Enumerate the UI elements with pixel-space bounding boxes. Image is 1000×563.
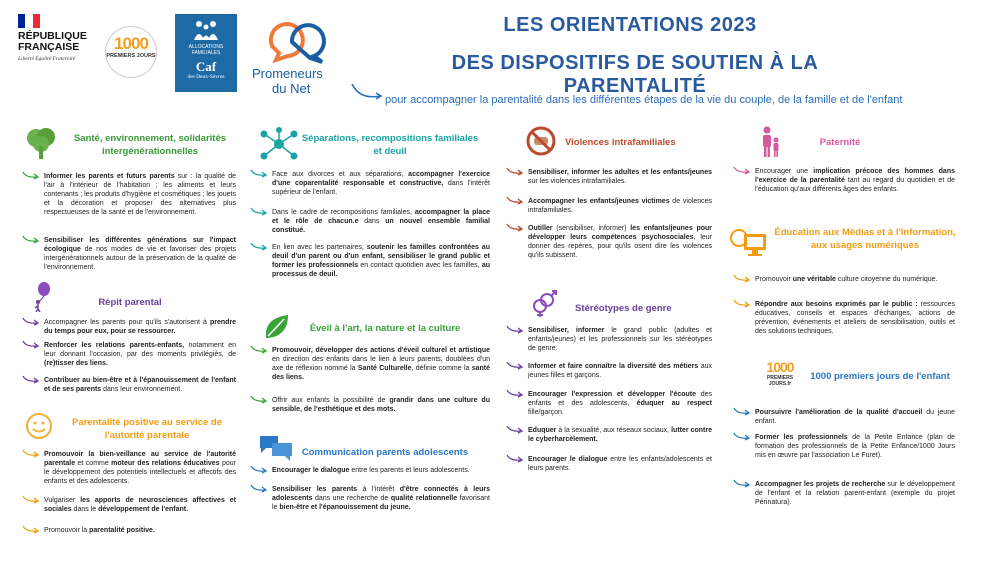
- caf-name: Caf: [195, 59, 217, 74]
- arrow-icon: [733, 431, 751, 441]
- arrow-icon: [506, 360, 524, 370]
- bullet-text: prendre du temps pour eux, pour se ressourcer.: [44, 319, 236, 335]
- bullet-text: ressources éducatives, conseils et espaces d'échanges, actions de prévention, événements et ateliers de sensibilisation, outils et des solutions techniques.: [755, 301, 955, 335]
- bullet-text: du jeune enfant.: [755, 409, 955, 425]
- list-item: [755, 300, 955, 336]
- arrow-icon: [250, 483, 268, 493]
- father-child-icon: [760, 126, 782, 158]
- mille-small-text: PREMIERS JOURS.fr: [766, 375, 794, 387]
- arrow-icon: [250, 206, 268, 216]
- arrow-icon: [250, 464, 268, 474]
- list-item: [528, 326, 712, 353]
- section-title-autorite: Parentalité positive au service de l'autorité parentale: [72, 417, 222, 441]
- section-title-repit: Répit parental: [98, 297, 162, 308]
- no-violence-icon: [526, 126, 556, 156]
- list-item: [528, 390, 712, 417]
- bullet-text: sur les violences intrafamiliales.: [528, 178, 627, 185]
- chat-icon: [258, 434, 294, 462]
- arrow-icon: [22, 448, 40, 458]
- bullet-text: dans: [358, 218, 386, 225]
- bullet-text: implication précoce des hommes dans l'exercice de la parentalité: [755, 168, 955, 184]
- caf-top-text: ALLOCATIONS FAMILIALES: [188, 44, 224, 56]
- bullet-text: Renforcer les relations parents-enfants,: [44, 342, 185, 349]
- section-title-violences: Violences intrafamiliales: [565, 137, 676, 148]
- bullet-text: en direction des enfants dans le lien à leurs parents, doublées d'un axe de réflexion nommé la: [272, 356, 490, 372]
- bullet-text: qualité relationnelle: [390, 495, 458, 502]
- bullet-text: Sensibiliser les parents: [272, 486, 358, 493]
- list-item: [44, 172, 236, 217]
- bullet-text: (sensibiliser, informer): [552, 225, 631, 232]
- arrow-icon: [22, 234, 40, 244]
- list-item: [44, 236, 236, 272]
- bullet-text: dans leur environnement.: [101, 386, 183, 393]
- tree-icon: [24, 126, 58, 160]
- list-item: [272, 396, 490, 414]
- bullet-text: grandir dans une culture du sensible, de l'esthétique et des mots.: [272, 397, 490, 413]
- bullet-text: à l'intérêt: [357, 486, 400, 493]
- promeneurs-line2: du Net: [272, 81, 311, 96]
- list-item: [755, 167, 955, 194]
- list-item: [272, 208, 490, 235]
- network-icon: [258, 126, 300, 162]
- computer-icon: [730, 226, 770, 260]
- bullet-text: moteur des relations éducatives: [111, 460, 220, 467]
- bullet-text: Sensibiliser, informer: [528, 327, 605, 334]
- bullet-text: de nos modes de vie et favoriser des projets intergénérationnels autour de la préservation de la qualité de l'environnement.: [44, 246, 236, 271]
- bullet-text: Santé Culturelle: [357, 365, 412, 372]
- arrow-icon: [22, 170, 40, 180]
- bullet-text: Promouvoir: [755, 276, 791, 283]
- list-item: [272, 170, 490, 197]
- mille-small-number: 1000: [766, 359, 794, 375]
- bullet-text: au processus de deuil.: [272, 262, 490, 278]
- bullet-text: Accompagner les parents pour qu'ils s'autorisent à: [44, 319, 210, 326]
- list-item: [44, 526, 236, 535]
- arrow-icon: [250, 394, 268, 404]
- bullet-text: Contribuer au bien-être et à l'épanouissement de l'enfant et de ses parents: [44, 377, 236, 393]
- section-title-communication: Communication parents adolescents: [301, 447, 469, 458]
- bullet-text: Promouvoir la: [44, 527, 90, 534]
- bullet-text: éduquer au respect: [636, 400, 712, 407]
- section-title-stereotypes: Stéréotypes de genre: [575, 303, 672, 314]
- list-item: [528, 224, 712, 260]
- bullet-text: lutter contre le cyberharcèlement.: [528, 427, 712, 443]
- arrow-icon: [506, 453, 524, 463]
- arrow-icon: [22, 339, 40, 349]
- arrow-icon: [250, 241, 268, 251]
- bullet-text: de violences intrafamiliales.: [528, 198, 712, 214]
- bullet-text: bien-être et l'épanouissement du jeune.: [279, 504, 411, 511]
- bullet-text: sur le développement de l'enfant et la relation parent-enfant (exemple du projet Périnatura).: [755, 481, 955, 506]
- bullet-text: soutenir les familles confrontées au deuil d'un parent ou d'un enfant, sensibiliser le grand public et former les professionnels: [272, 244, 490, 269]
- list-item: [528, 362, 712, 380]
- bullet-text: en contact quotidien avec les familles,: [358, 262, 482, 269]
- section-title-medias: Éducation aux Médias et à l'Information, aux usages numériques: [774, 227, 956, 251]
- arrow-icon: [22, 316, 40, 326]
- smiley-icon: [25, 412, 53, 440]
- bullet-text: parentalité positive.: [89, 527, 155, 534]
- bullet-text: dans une recherche de: [312, 495, 391, 502]
- bullet-text: entre les parents et leurs adolescents.: [349, 467, 470, 474]
- arrow-icon: [733, 478, 751, 488]
- bullet-text: et comme: [75, 460, 112, 467]
- bullet-text: une véritable: [790, 276, 838, 283]
- bullet-text: aux jeunes filles et garçons.: [528, 363, 712, 379]
- arrow-icon: [733, 165, 751, 175]
- arrow-icon: [506, 195, 524, 205]
- list-item: [528, 168, 712, 186]
- header: [0, 0, 1000, 120]
- republique-francaise-logo: [18, 14, 100, 94]
- bullet-text: Face aux divorces et aux séparations,: [272, 171, 409, 178]
- bullet-text: Accompagner les projets de recherche: [755, 481, 886, 488]
- list-item: [44, 318, 236, 336]
- bullet-text: les enfants/jeunes pour développer leurs compétences psychosociales: [528, 225, 712, 241]
- bullet-text: En lien avec les partenaires,: [272, 244, 367, 251]
- gender-icon: [530, 290, 558, 318]
- list-item: [44, 341, 236, 368]
- bullet-text: notamment en leur donnant l'occasion, par des moments privilégiés, de: [44, 342, 236, 358]
- arrow-icon: [506, 424, 524, 434]
- bullet-text: des enfants et des adolescents,: [528, 391, 712, 407]
- bullet-text: Encourager le dialogue: [272, 467, 350, 474]
- bullet-text: Promouvoir la bien-veillance au service de l'autorité parentale: [44, 451, 236, 467]
- arrow-icon: [250, 344, 268, 354]
- list-item: [272, 243, 490, 279]
- bullet-text: à la sexualité, aux réseaux sociaux,: [556, 427, 672, 434]
- list-item: [755, 408, 955, 426]
- list-item: [755, 275, 955, 284]
- tagline: pour accompagner la parentalité dans les différentes étapes de la vie du couple, de la famille et de l'enfant: [385, 94, 903, 106]
- arrow-icon: [733, 273, 751, 283]
- balloon-icon: [30, 282, 52, 312]
- bullet-text: Informer et faire connaître la diversité des métiers: [528, 363, 699, 370]
- bullet-text: , définie comme la: [411, 365, 472, 372]
- bullet-text: Offrir aux enfants la possibilité de: [272, 397, 390, 404]
- bullet-text: Vulgariser: [44, 497, 81, 504]
- bullet-text: Former les professionnels: [755, 434, 848, 441]
- arrow-icon: [506, 222, 524, 232]
- list-item: [272, 485, 490, 512]
- leaf-icon: [262, 312, 290, 342]
- bullet-text: développement de l'enfant.: [98, 506, 189, 513]
- bullet-text: culture citoyenne du numérique.: [837, 276, 938, 283]
- list-item: [44, 376, 236, 394]
- list-item: [755, 480, 955, 507]
- section-title-separations: Séparations, recompositions familiales et deuil: [301, 133, 479, 157]
- section-title-eveil: Éveil à l'art, la nature et la culture: [309, 323, 461, 334]
- bullet-text: Eduquer: [528, 427, 557, 434]
- list-item: [44, 496, 236, 514]
- bullet-text: , leur donner des repères, pour qu'ils osent dire les violences qu'ils subissent.: [528, 234, 713, 259]
- bullet-text: de la Petite Enfance (plan de formation des professionnels de la Petite Enfance/1000 Jours mis en œuvre par l'association Le Furet).: [755, 434, 955, 459]
- bullet-text: Dans le cadre de recompositions familiales,: [272, 209, 415, 216]
- mille-text: PREMIERS JOURS: [106, 53, 156, 59]
- list-item: [272, 346, 490, 382]
- bullet-text: accompagner la place et le rôle de chacun.e: [272, 209, 490, 225]
- bullet-text: tant au regard du quotidien et de l'éducation qu'aux différents âges des enfants.: [755, 177, 955, 193]
- bullet-text: un nouvel ensemble familial constitué.: [272, 218, 490, 234]
- arrow-icon: [22, 494, 40, 504]
- bullet-text: Sensibiliser, informer les adultes et les enfants/jeunes: [528, 169, 712, 176]
- section-title-paternite: Paternité: [819, 137, 861, 148]
- bullet-text: sur : la qualité de l'air à l'intérieur de l'habitation ; les aliments et leurs contenants ; les produits d'hygiène et cosmétiques ; les jouets et la décoration et proposer des alternatives plus respectueuses de la santé et de l'environnement.: [44, 173, 237, 216]
- caf-family-icon: [190, 18, 222, 42]
- section-title-mille-jours: 1000 premiers jours de l'enfant: [810, 371, 950, 382]
- caf-logo: [175, 14, 237, 92]
- bullet-text: Sensibiliser les différentes générations sur l'impact écologique: [44, 237, 236, 253]
- bullet-text: le grand public (adultes et enfants/jeunes) et les professionnels sur les stéréotypes de genre.: [528, 327, 712, 352]
- republique-motto: Liberté Égalité Fraternité: [18, 56, 76, 62]
- promeneurs-du-net-logo: [252, 16, 352, 96]
- arrow-icon: [733, 298, 751, 308]
- arrow-icon: [22, 374, 40, 384]
- list-item: [528, 197, 712, 215]
- list-item: [44, 450, 236, 486]
- bullet-text: Promouvoir, développer des actions d'éveil culturel et artistique: [272, 347, 490, 354]
- bullet-text: fille/garçon.: [528, 409, 564, 416]
- french-flag-icon: [18, 14, 40, 28]
- bullet-text: favorisant le: [272, 495, 490, 511]
- bullet-text: Encourager le dialogue: [528, 456, 608, 463]
- bullet-text: Encourager l'expression et développer l'écoute: [528, 391, 697, 398]
- bullet-text: (re)tisser des liens.: [44, 360, 108, 367]
- bullet-text: santé des liens.: [272, 365, 491, 381]
- speech-bubbles-icon: [262, 16, 332, 64]
- bullet-text: accompagner l'exercice d'une coparentalité responsable et constructive,: [272, 171, 490, 187]
- mille-number: 1000: [114, 34, 148, 53]
- bullet-text: Encourager une: [755, 168, 814, 175]
- bullet-text: Répondre aux besoins exprimés par le public :: [755, 301, 918, 308]
- bullet-text: dans le: [71, 506, 99, 513]
- arrow-icon: [506, 388, 524, 398]
- caf-sub: des Deux-Sèvres: [187, 74, 225, 80]
- republique-title: RÉPUBLIQUE FRANÇAISE: [18, 30, 87, 53]
- bullet-text: Informer les parents et futurs parents: [44, 173, 175, 180]
- page-title-line2: DES DISPOSITIFS DE SOUTIEN À LA PARENTALITÉ: [451, 52, 819, 97]
- mille-premiers-jours-logo: [105, 26, 157, 78]
- bullet-text: les apports de neurosciences affectives et sociales: [44, 497, 237, 513]
- bullet-text: pour le développement des potentiels intellectuels et affectifs des enfants et des adolescents.: [44, 460, 237, 485]
- section-title-sante: Santé, environnement, solidarités intergénérationnelles: [73, 133, 227, 157]
- bullet-text: Accompagner les enfants/jeunes victimes: [528, 198, 670, 205]
- list-item: [528, 426, 712, 444]
- arrow-icon: [506, 166, 524, 176]
- page-title-line1: LES ORIENTATIONS 2023: [503, 14, 757, 36]
- bullet-text: dans l'intérêt supérieur de l'enfant.: [272, 180, 490, 196]
- bullet-text: Outiller: [528, 225, 553, 232]
- list-item: [755, 433, 955, 460]
- bullet-text: entre les enfants/adolescents et leurs parents.: [528, 456, 712, 472]
- arrow-icon: [506, 324, 524, 334]
- bullet-text: Poursuivre l'amélioration de la qualité d'accueil: [755, 409, 923, 416]
- list-item: [272, 466, 490, 475]
- bullet-text: d'être connectés à leurs adolescents: [272, 486, 490, 502]
- promeneurs-line1: Promeneurs: [252, 66, 323, 81]
- mille-small-logo: [760, 360, 800, 387]
- swoosh-arrow-icon: [350, 80, 384, 102]
- arrow-icon: [22, 524, 40, 534]
- list-item: [528, 455, 712, 473]
- arrow-icon: [250, 168, 268, 178]
- arrow-icon: [733, 406, 751, 416]
